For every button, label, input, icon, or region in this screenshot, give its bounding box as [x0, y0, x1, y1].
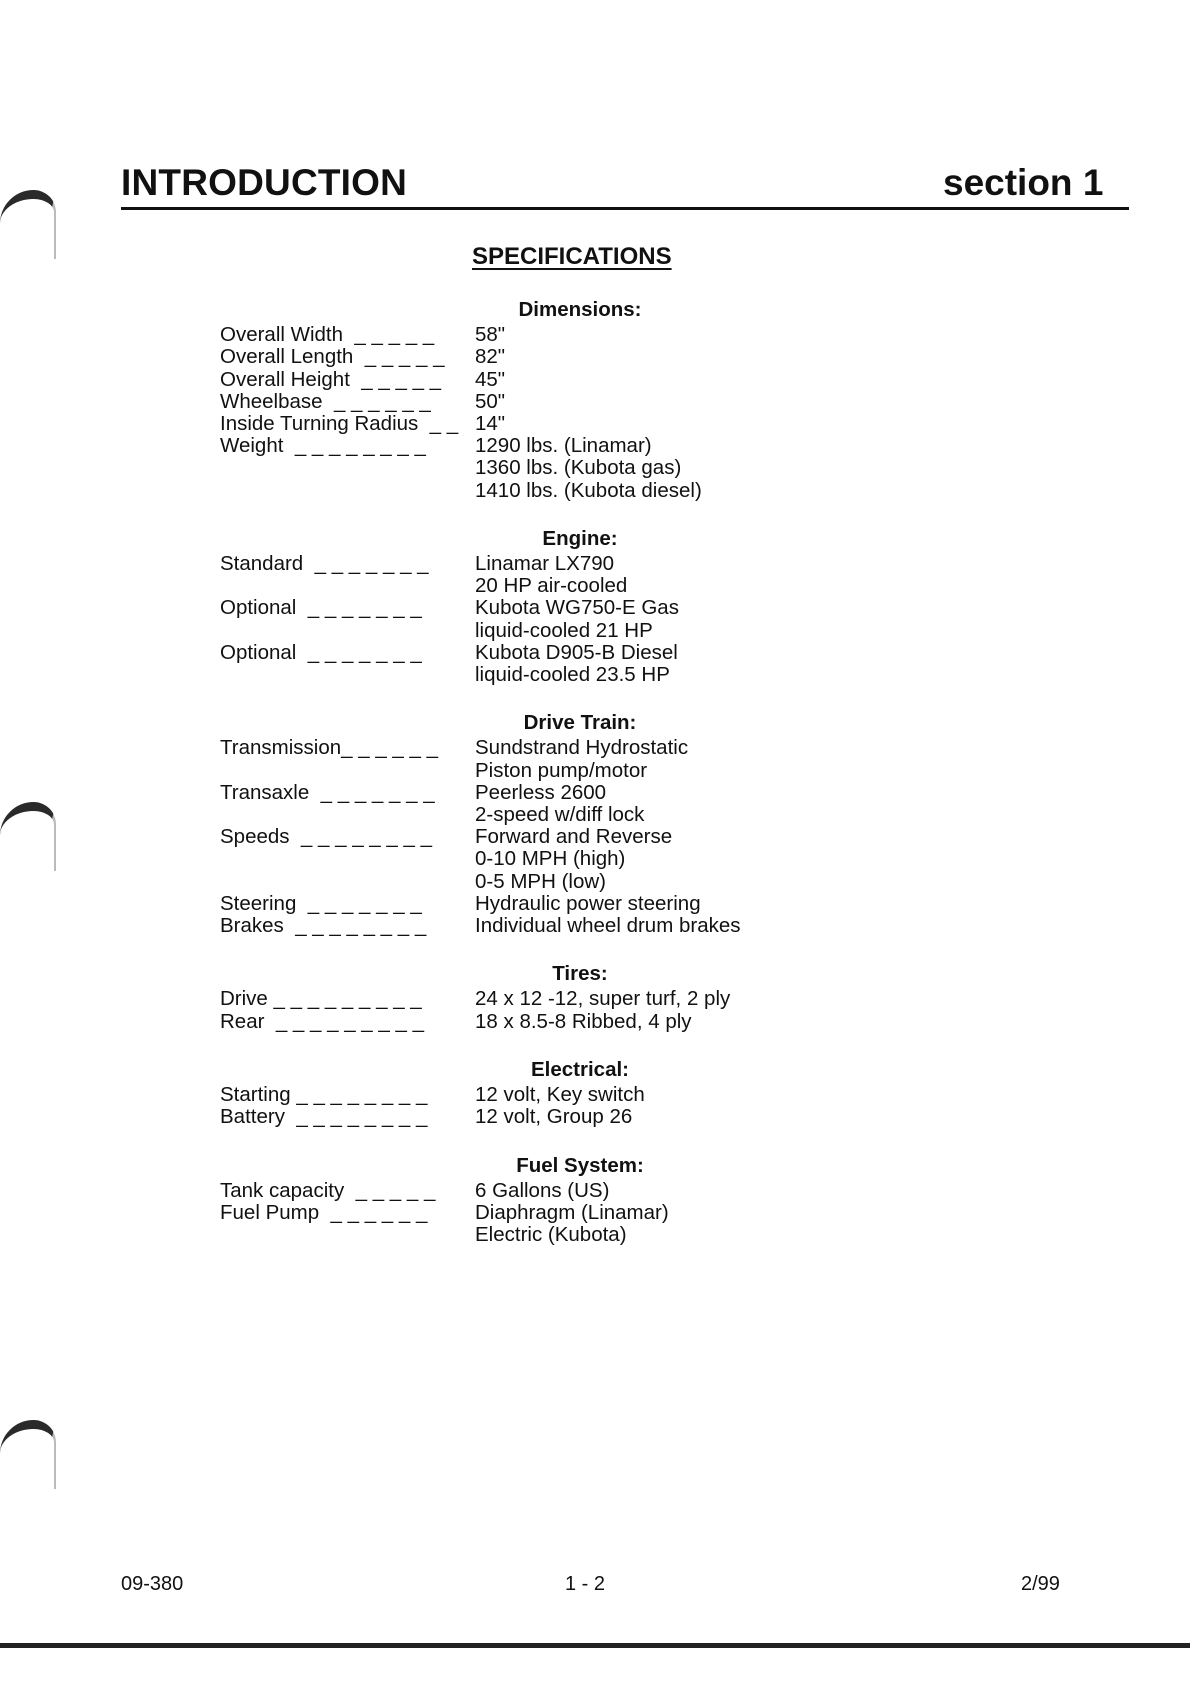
spec-label: Transmission_ _ _ _ _ _: [220, 736, 444, 760]
spec-values: [475, 1202, 780, 1246]
spec-value: liquid-cooled 21 HP: [475, 618, 653, 642]
spec-label: Wheelbase _ _ _ _ _ _: [220, 389, 437, 413]
spec-values: [475, 324, 780, 346]
spec-values: [475, 1084, 780, 1106]
footer-divider: [0, 1643, 1190, 1648]
spec-value: 1290 lbs. (Linamar): [475, 434, 652, 458]
spec-value: Sundstrand Hydrostatic: [475, 736, 689, 760]
spec-section-title: Tires:: [552, 962, 608, 986]
spec-row: [220, 1084, 780, 1106]
spec-value: Peerless 2600: [475, 780, 607, 804]
spec-label: Overall Length _ _ _ _ _: [220, 345, 451, 369]
spec-label: Overall Height _ _ _ _ _: [220, 367, 447, 391]
spec-value: Kubota WG750-E Gas: [475, 596, 679, 620]
spec-value: 1410 lbs. (Kubota diesel): [475, 478, 702, 502]
spec-label: Battery _ _ _ _ _ _ _ _: [220, 1105, 434, 1129]
spec-values: [475, 988, 780, 1010]
spec-row: [220, 782, 780, 826]
spec-values: [475, 391, 780, 413]
section-label: section 1: [943, 162, 1104, 203]
spec-value: Electric (Kubota): [475, 1223, 627, 1247]
spec-row: [220, 893, 780, 915]
spec-values: [475, 915, 780, 937]
spec-values: [475, 435, 780, 502]
spec-row: [220, 642, 780, 686]
punch-hole-middle: [0, 802, 56, 871]
spec-values: [475, 553, 780, 597]
spec-row: [220, 737, 780, 781]
spec-value: 12 volt, Key switch: [475, 1083, 645, 1107]
spec-row: [220, 988, 780, 1010]
spec-label: Rear _ _ _ _ _ _ _ _ _: [220, 1009, 430, 1033]
spec-label: Transaxle _ _ _ _ _ _ _: [220, 780, 441, 804]
spec-section-title: Electrical:: [531, 1057, 629, 1081]
spec-row: [220, 324, 780, 346]
spec-section: [220, 528, 780, 686]
spec-row: [220, 391, 780, 413]
spec-row: [220, 1202, 780, 1246]
spec-section: [220, 299, 780, 502]
spec-value: 50": [475, 389, 506, 413]
spec-section: [220, 963, 780, 1033]
spec-value: 0-10 MPH (high): [475, 847, 626, 871]
spec-label: Drive _ _ _ _ _ _ _ _ _: [220, 987, 428, 1011]
spec-value: Forward and Reverse: [475, 825, 673, 849]
footer-doc-number: 09-380: [121, 1573, 184, 1595]
spec-label: Optional _ _ _ _ _ _ _: [220, 596, 428, 620]
spec-values: [475, 826, 780, 893]
spec-label: Fuel Pump _ _ _ _ _ _: [220, 1200, 434, 1224]
header-divider: [121, 207, 1129, 210]
spec-values: [475, 642, 780, 686]
footer-date: 2/99: [1021, 1573, 1060, 1595]
spec-label: Weight _ _ _ _ _ _ _ _: [220, 434, 432, 458]
specifications-list: [220, 299, 780, 1272]
spec-label: Overall Width _ _ _ _ _: [220, 323, 440, 347]
spec-label: Standard _ _ _ _ _ _ _: [220, 552, 435, 576]
spec-value: 6 Gallons (US): [475, 1178, 610, 1202]
spec-values: [475, 369, 780, 391]
spec-row: [220, 826, 780, 893]
spec-section-title: Drive Train:: [523, 711, 637, 735]
spec-value: 58": [475, 323, 506, 347]
spec-row: [220, 346, 780, 368]
spec-value: 12 volt, Group 26: [475, 1105, 633, 1129]
spec-section-title: Fuel System:: [516, 1153, 644, 1177]
spec-values: [475, 1011, 780, 1033]
spec-row: [220, 553, 780, 597]
spec-values: [475, 1180, 780, 1202]
specifications-heading: SPECIFICATIONS: [472, 243, 672, 270]
spec-values: [475, 346, 780, 368]
spec-section-title: Engine:: [542, 526, 618, 550]
punch-hole-bottom: [0, 1420, 56, 1489]
spec-value: 1360 lbs. (Kubota gas): [475, 456, 682, 480]
spec-row: [220, 1106, 780, 1128]
spec-row: [220, 1011, 780, 1033]
spec-values: [475, 597, 780, 641]
spec-value: 24 x 12 -12, super turf, 2 ply: [475, 987, 731, 1011]
spec-value: 45": [475, 367, 506, 391]
spec-section: [220, 712, 780, 937]
spec-label: Brakes _ _ _ _ _ _ _ _: [220, 914, 432, 938]
spec-value: 20 HP air-cooled: [475, 574, 628, 598]
footer-page-number: 1 - 2: [565, 1573, 606, 1595]
spec-label: Tank capacity _ _ _ _ _: [220, 1178, 442, 1202]
spec-value: liquid-cooled 23.5 HP: [475, 663, 670, 687]
spec-value: Piston pump/motor: [475, 758, 648, 782]
spec-value: 2-speed w/diff lock: [475, 803, 645, 827]
spec-value: Diaphragm (Linamar): [475, 1200, 669, 1224]
spec-row: [220, 597, 780, 641]
spec-value: Kubota D905-B Diesel: [475, 640, 678, 664]
spec-row: [220, 915, 780, 937]
spec-values: [475, 893, 780, 915]
spec-value: Hydraulic power steering: [475, 891, 701, 915]
spec-section: [220, 1059, 780, 1129]
spec-values: [475, 737, 780, 781]
spec-value: 0-5 MPH (low): [475, 869, 606, 893]
spec-value: Individual wheel drum brakes: [475, 914, 741, 938]
spec-value: 82": [475, 345, 506, 369]
spec-value: 14": [475, 412, 506, 436]
spec-label: Optional _ _ _ _ _ _ _: [220, 640, 428, 664]
spec-value: 18 x 8.5-8 Ribbed, 4 ply: [475, 1009, 692, 1033]
spec-row: [220, 369, 780, 391]
punch-hole-top: [0, 190, 56, 259]
spec-label: Steering _ _ _ _ _ _ _: [220, 891, 428, 915]
spec-row: [220, 435, 780, 502]
spec-row: [220, 1180, 780, 1202]
spec-section: [220, 1155, 780, 1247]
spec-label: Starting _ _ _ _ _ _ _ _: [220, 1083, 434, 1107]
page-title: INTRODUCTION: [121, 162, 408, 203]
spec-label: Speeds _ _ _ _ _ _ _ _: [220, 825, 438, 849]
spec-values: [475, 413, 780, 435]
spec-values: [475, 1106, 780, 1128]
spec-value: Linamar LX790: [475, 552, 615, 576]
spec-values: [475, 782, 780, 826]
spec-row: [220, 413, 780, 435]
spec-label: Inside Turning Radius _ _: [220, 412, 464, 436]
spec-section-title: Dimensions:: [518, 298, 642, 321]
